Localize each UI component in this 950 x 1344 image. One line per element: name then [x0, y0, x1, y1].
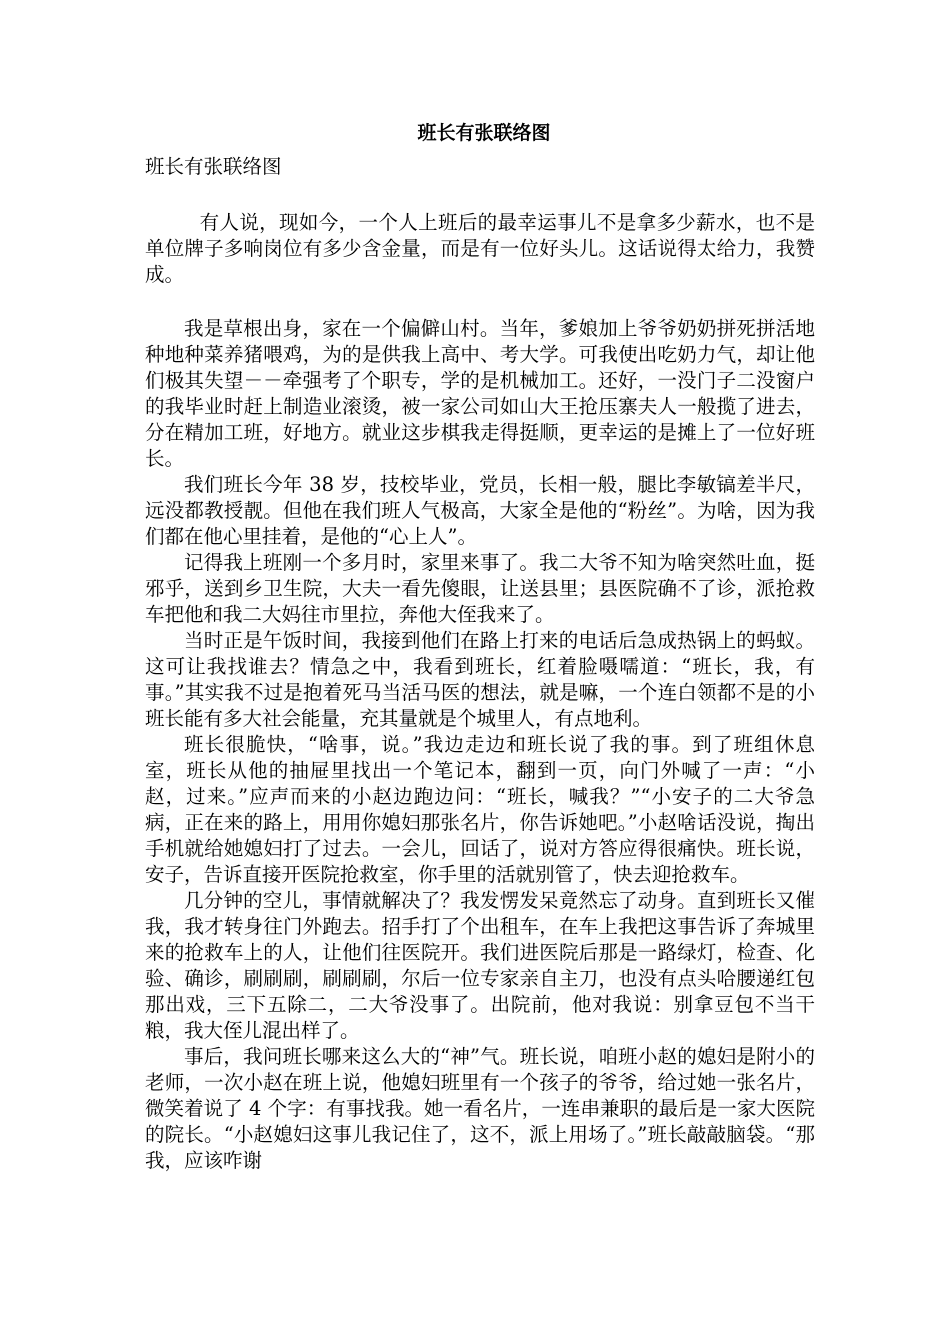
- page-title: 班长有张联络图: [417, 122, 551, 144]
- paragraph-6: 班长很脆快，“啥事，说。”我边走边和班长说了我的事。到了班组休息室，班长从他的抽屉里找出一个笔记本，翻到一页，向门外喊了一声：“小赵，过来。”应声而来的小赵边跑边问：“班长，喊我？”“小安子的二大爷急病，正在来的路上，用用你媳妇那张名片，你告诉她吧。”小赵啥话没说，掏出手机就给她媳妇打了过去。一会儿，回话了，说对方答应得很痛快。班长说，安子，告诉直接开医院抢救室，你手里的活就别管了，快去迎抢救车。: [145, 733, 815, 886]
- paragraph-8: 事后，我问班长哪来这么大的“神”气。班长说，咱班小赵的媳妇是附小的老师，一次小赵在班上说，他媳妇班里有一个孩子的爷爷，给过她一张名片，微笑着说了 4 个字：有事找我。她一看名片，一连串兼职的最后是一家大医院的院长。“小赵媳妇这事儿我记住了，这不，派上用场了。”班长敲敲脑袋。“那我，应该咋谢: [145, 1045, 815, 1172]
- document-page: [145, 118, 815, 1174]
- paragraph-7: 几分钟的空儿，事情就解决了？我发愣发呆竟然忘了动身。直到班长又催我，我才转身往门外跑去。招手打了个出租车，在车上我把这事告诉了奔城里来的抢救车上的人，让他们往医院开。我们进医院后那是一路绿灯，检查、化验、确诊，刷刷刷，刷刷刷，尔后一位专家亲自主刀，也没有点头哈腰递红包那出戏，三下五除二，二大爷没事了。出院前，他对我说：别拿豆包不当干粮，我大侄儿混出样了。: [145, 889, 815, 1042]
- document-subtitle: 班长有张联络图: [145, 155, 282, 178]
- paragraph-3: 我们班长今年 38 岁，技校毕业，党员，长相一般，腿比李敏镐差半尺，远没都教授靓。但他在我们班人气极高，大家全是他的“粉丝”。为啥，因为我们都在他心里挂着，是他的“心上人”。: [145, 473, 815, 548]
- paragraph-2: 我是草根出身，家在一个偏僻山村。当年，爹娘加上爷爷奶奶拼死拼活地种地种菜养猪喂鸡，为的是供我上高中、考大学。可我使出吃奶力气，却让他们极其失望－－牵强考了个职专，学的是机械加工。还好，一没门子二没窗户的我毕业时赶上制造业滚烫，被一家公司如山大王抢压寨夫人一般揽了进去，分在精加工班，好地方。就业这步棋我走得挺顺，更幸运的是摊上了一位好班长。: [145, 317, 815, 470]
- paragraph-gap: [145, 288, 815, 316]
- paragraph-4: 记得我上班刚一个多月时，家里来事了。我二大爷不知为啥突然吐血，挺邪乎，送到乡卫生院，大夫一看先傻眼，让送县里；县医院确不了诊，派抢救车把他和我二大妈往市里拉，奔他大侄我来了。: [145, 551, 815, 626]
- paragraph-1: 有人说，现如今，一个人上班后的最幸运事儿不是拿多少薪水，也不是单位牌子多响岗位有多少含金量，而是有一位好头儿。这话说得太给力，我赞成。: [145, 211, 815, 286]
- paragraph-5: 当时正是午饭时间，我接到他们在路上打来的电话后急成热锅上的蚂蚁。这可让我找谁去？情急之中，我看到班长，红着脸嗫嚅道：“班长，我，有事。”其实我不过是抱着死马当活马医的想法，就是嘛，一个连白领都不是的小班长能有多大社会能量，充其量就是个城里人，有点地利。: [145, 629, 815, 730]
